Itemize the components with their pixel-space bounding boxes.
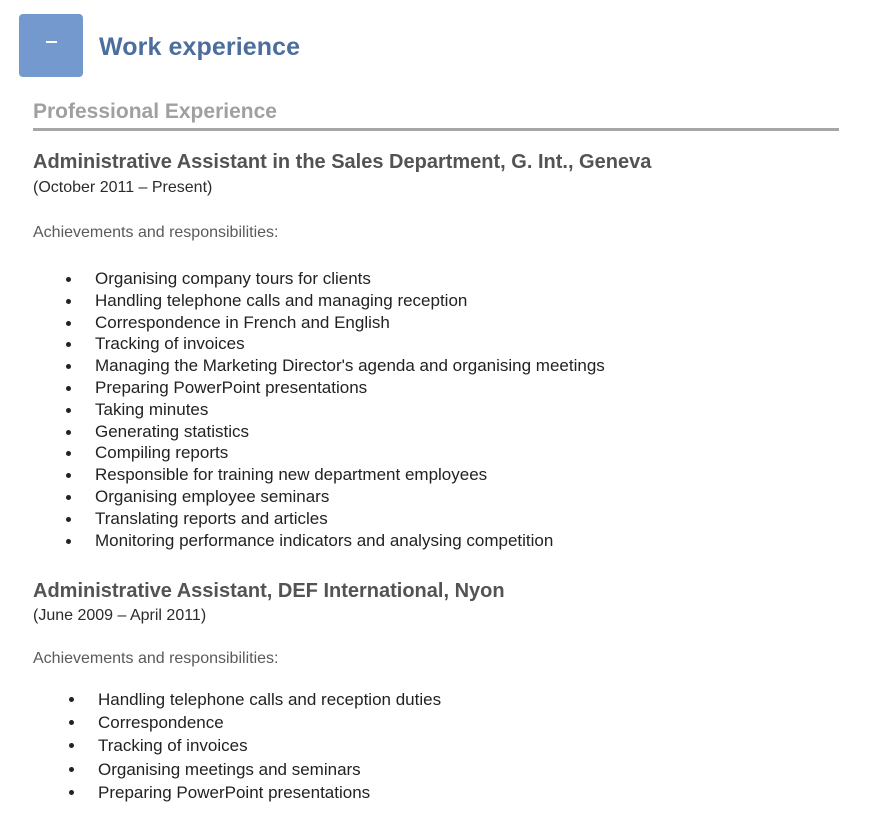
list-item: Organising company tours for clients: [95, 268, 605, 290]
list-item: Generating statistics: [95, 421, 605, 443]
responsibilities-list: [95, 268, 605, 551]
list-item: Translating reports and articles: [95, 508, 605, 530]
list-item: Taking minutes: [95, 399, 605, 421]
resume-document: [33, 100, 839, 802]
minus-icon: [46, 41, 57, 43]
list-item: Preparing PowerPoint presentations: [98, 781, 441, 804]
achievements-label: Achievements and responsibilities:: [33, 650, 279, 667]
list-item: Managing the Marketing Director's agenda and organising meetings: [95, 356, 605, 376]
list-item: Tracking of invoices: [95, 333, 605, 355]
list-item: Monitoring performance indicators and analysing competition: [95, 530, 605, 552]
collapse-section-button[interactable]: [19, 14, 83, 77]
list-item: Handling telephone calls and managing reception: [95, 290, 605, 312]
list-item: Organising employee seminars: [95, 486, 605, 508]
job-title: Administrative Assistant in the Sales Department, G. Int., Geneva: [33, 151, 652, 173]
list-item: Correspondence: [98, 711, 441, 734]
list-item: Handling telephone calls and reception duties: [98, 688, 441, 711]
list-item: Compiling reports: [95, 442, 605, 464]
list-item: Responsible for training new department employees: [95, 464, 605, 486]
job-title: Administrative Assistant, DEF International, Nyon: [33, 580, 505, 602]
job-dates: (October 2011 – Present): [33, 179, 213, 196]
responsibilities-list: [98, 688, 441, 804]
list-item: Correspondence in French and English: [95, 312, 605, 334]
achievements-label: Achievements and responsibilities:: [33, 224, 279, 241]
document-heading: Professional Experience: [33, 100, 839, 131]
section-title: Work experience: [99, 33, 301, 61]
job-dates: (June 2009 – April 2011): [33, 607, 207, 624]
list-item: Organising meetings and seminars: [98, 758, 441, 781]
list-item: Tracking of invoices: [98, 734, 441, 757]
list-item: Preparing PowerPoint presentations: [95, 377, 605, 399]
